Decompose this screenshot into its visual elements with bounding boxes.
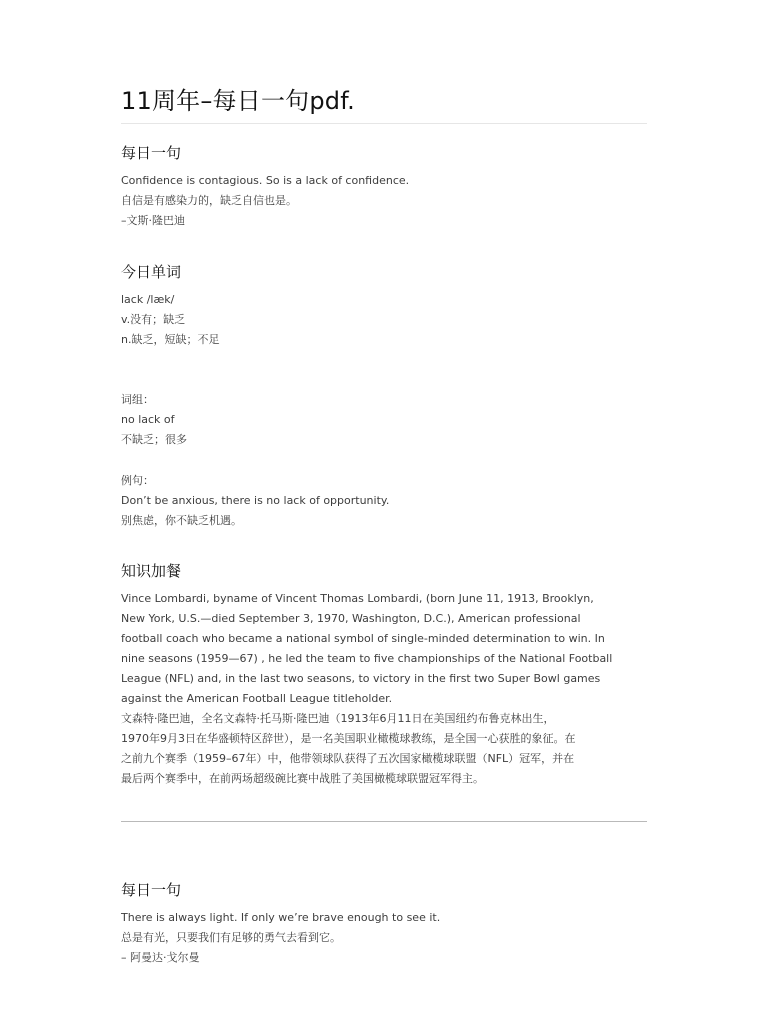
knowledge-line: New York, U.S.—died September 3, 1970, Washington, D.C.), American professional — [121, 612, 581, 625]
quote-author: –文斯·隆巴迪 — [121, 214, 185, 227]
phrase-block — [121, 390, 187, 450]
quote-chinese: 总是有光，只要我们有足够的勇气去看到它。 — [121, 931, 341, 944]
example-label: 例句： — [121, 474, 154, 487]
word-definition-block — [121, 290, 219, 350]
phrase-meaning: 不缺乏；很多 — [121, 433, 187, 446]
word-verb-meaning: v.没有；缺乏 — [121, 313, 186, 326]
daily-quote-heading-2: 每日一句 — [121, 881, 182, 899]
quote-chinese: 自信是有感染力的，缺乏自信也是。 — [121, 194, 297, 207]
quote-english: There is always light. If only we’re brave enough to see it. — [121, 911, 441, 924]
knowledge-line: football coach who became a national symbol of single-minded determination to win. In — [121, 632, 605, 645]
knowledge-line: League (NFL) and, in the last two seasons, to victory in the first two Super Bowl games — [121, 672, 601, 685]
quote-author: – 阿曼达·戈尔曼 — [121, 951, 200, 964]
example-block — [121, 471, 389, 531]
word-pronunciation: lack /læk/ — [121, 293, 175, 306]
knowledge-paragraph — [121, 589, 612, 789]
phrase-text: no lack of — [121, 413, 175, 426]
section-divider — [121, 821, 647, 822]
example-chinese: 别焦虑，你不缺乏机遇。 — [121, 514, 242, 527]
daily-quote-heading: 每日一句 — [121, 144, 182, 162]
knowledge-line: Vince Lombardi, byname of Vincent Thomas Lombardi, (born June 11, 1913, Brooklyn, — [121, 592, 594, 605]
knowledge-line: against the American Football League titleholder. — [121, 692, 393, 705]
example-english: Don’t be anxious, there is no lack of opportunity. — [121, 494, 390, 507]
word-of-day-heading: 今日单词 — [121, 263, 182, 281]
word-noun-meaning: n.缺乏，短缺；不足 — [121, 333, 220, 346]
phrase-label: 词组： — [121, 393, 154, 406]
knowledge-line: nine seasons (1959—67) , he led the team to five championships of the National Football — [121, 652, 613, 665]
daily-quote-block-2 — [121, 908, 440, 968]
knowledge-line: 文森特·隆巴迪，全名文森特·托马斯·隆巴迪（1913年6月11日在美国纽约布鲁克林出生， — [121, 712, 555, 725]
daily-quote-block — [121, 171, 409, 231]
knowledge-line: 之前九个赛季（1959–67年）中，他带领球队获得了五次国家橄榄球联盟（NFL）冠军，并在 — [121, 752, 575, 765]
document-title: 11周年–每日一句pdf. — [121, 87, 355, 115]
knowledge-line: 1970年9月3日在华盛顿特区辞世），是一名美国职业橄榄球教练，是全国一心获胜的象征。在 — [121, 732, 576, 745]
knowledge-line: 最后两个赛季中，在前两场超级碗比赛中战胜了美国橄榄球联盟冠军得主。 — [121, 772, 484, 785]
quote-english: Confidence is contagious. So is a lack of confidence. — [121, 174, 410, 187]
title-divider — [121, 123, 647, 124]
knowledge-extra-heading: 知识加餐 — [121, 562, 182, 580]
